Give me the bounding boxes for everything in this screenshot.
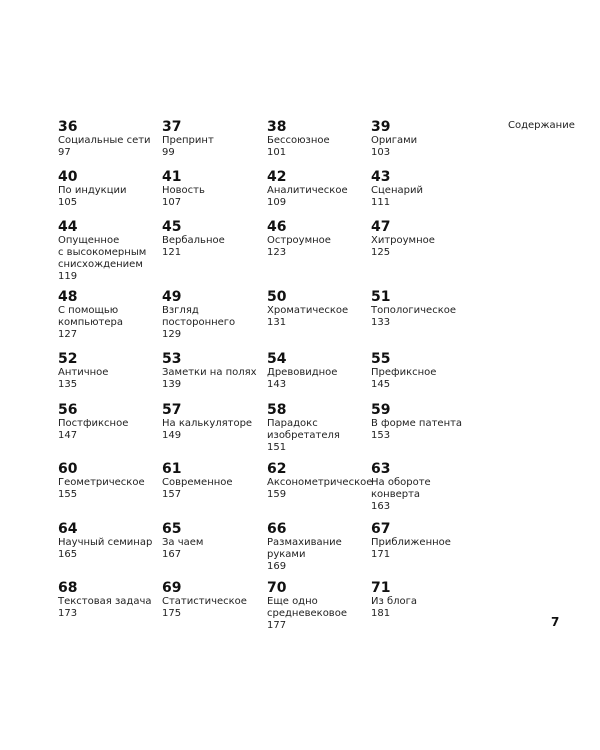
toc-entry <box>58 220 158 283</box>
toc-chapter-number: 46 <box>267 219 287 235</box>
toc-chapter-title: Социальные сети <box>58 135 151 146</box>
toc-chapter-number: 55 <box>371 351 391 367</box>
toc-entry <box>58 170 158 209</box>
toc-chapter-title: По индукции <box>58 185 127 196</box>
toc-chapter-title: Текстовая задача <box>58 596 152 607</box>
toc-entry <box>58 522 158 561</box>
toc-entry <box>58 581 158 620</box>
toc-chapter-title: В форме патента <box>371 418 463 429</box>
toc-page-number: 157 <box>162 489 182 500</box>
toc-chapter-number: 40 <box>58 169 78 185</box>
toc-chapter-title: Аксонометрическое <box>267 477 373 488</box>
toc-chapter-title: Хроматическое <box>267 305 349 316</box>
toc-chapter-title: Препринт <box>162 135 214 146</box>
toc-chapter-number: 71 <box>371 580 391 596</box>
toc-chapter-number: 61 <box>162 461 182 477</box>
toc-entry <box>162 290 262 341</box>
toc-page-number: 171 <box>371 549 391 560</box>
toc-chapter-number: 64 <box>58 521 78 537</box>
toc-chapter-title: Приближенное <box>371 537 451 548</box>
toc-entry <box>162 220 262 259</box>
toc-chapter-number: 41 <box>162 169 182 185</box>
toc-entry <box>58 120 158 159</box>
toc-page-number: 123 <box>267 247 287 258</box>
toc-chapter-number: 62 <box>267 461 287 477</box>
toc-chapter-title: Остроумное <box>267 235 331 246</box>
toc-chapter-title: Сценарий <box>371 185 423 196</box>
toc-page-number: 103 <box>371 147 391 158</box>
toc-chapter-number: 48 <box>58 289 78 305</box>
toc-page-number: 109 <box>267 197 287 208</box>
toc-entry <box>162 403 262 442</box>
toc-entry <box>267 120 367 159</box>
toc-chapter-number: 58 <box>267 402 287 418</box>
toc-chapter-number: 59 <box>371 402 391 418</box>
toc-entry <box>371 290 471 329</box>
toc-entry <box>162 462 262 501</box>
toc-entry <box>162 581 262 620</box>
toc-entry <box>267 290 367 329</box>
toc-page-number: 129 <box>162 329 182 340</box>
toc-chapter-title: Аналитическое <box>267 185 348 196</box>
toc-chapter-title: Статистическое <box>162 596 247 607</box>
toc-entry <box>267 522 367 573</box>
toc-chapter-title: Размахивание руками <box>267 537 342 560</box>
toc-chapter-number: 63 <box>371 461 391 477</box>
table-of-contents <box>58 120 478 640</box>
page-number: 7 <box>551 615 560 629</box>
toc-chapter-number: 52 <box>58 351 78 367</box>
toc-entry <box>371 220 471 259</box>
toc-page-number: 133 <box>371 317 391 328</box>
toc-page-number: 125 <box>371 247 391 258</box>
toc-entry <box>371 352 471 391</box>
toc-page-number: 169 <box>267 561 287 572</box>
toc-chapter-title: Научный семинар <box>58 537 153 548</box>
toc-chapter-number: 67 <box>371 521 391 537</box>
toc-chapter-number: 49 <box>162 289 182 305</box>
toc-page-number: 155 <box>58 489 78 500</box>
toc-chapter-number: 68 <box>58 580 78 596</box>
toc-entry <box>267 220 367 259</box>
toc-page-number: 105 <box>58 197 78 208</box>
toc-page-number: 181 <box>371 608 391 619</box>
toc-page-number: 177 <box>267 620 287 631</box>
toc-entry <box>371 581 471 620</box>
toc-entry <box>371 462 471 513</box>
toc-chapter-title: Оригами <box>371 135 418 146</box>
toc-chapter-title: Топологическое <box>371 305 457 316</box>
toc-chapter-number: 39 <box>371 119 391 135</box>
toc-entry <box>162 170 262 209</box>
toc-entry <box>267 170 367 209</box>
toc-chapter-number: 65 <box>162 521 182 537</box>
toc-page-number: 159 <box>267 489 287 500</box>
toc-page-number: 175 <box>162 608 182 619</box>
toc-entry <box>58 352 158 391</box>
toc-chapter-number: 37 <box>162 119 182 135</box>
toc-chapter-title: За чаем <box>162 537 204 548</box>
toc-chapter-number: 70 <box>267 580 287 596</box>
toc-chapter-number: 42 <box>267 169 287 185</box>
toc-chapter-title: На обороте конверта <box>371 477 431 500</box>
toc-page-number: 153 <box>371 430 391 441</box>
toc-page-number: 149 <box>162 430 182 441</box>
toc-chapter-number: 53 <box>162 351 182 367</box>
toc-page-number: 131 <box>267 317 287 328</box>
toc-entry <box>267 581 367 632</box>
toc-chapter-number: 54 <box>267 351 287 367</box>
toc-entry <box>58 403 158 442</box>
toc-page-number: 147 <box>58 430 78 441</box>
toc-chapter-title: Заметки на полях <box>162 367 257 378</box>
toc-page-number: 101 <box>267 147 287 158</box>
toc-entry <box>58 290 158 341</box>
toc-page-number: 97 <box>58 147 71 158</box>
toc-page-number: 135 <box>58 379 78 390</box>
toc-chapter-title: Постфиксное <box>58 418 129 429</box>
toc-chapter-title: Парадокс изобретателя <box>267 418 340 441</box>
toc-chapter-title: Новость <box>162 185 205 196</box>
toc-chapter-title: Древовидное <box>267 367 338 378</box>
toc-chapter-title: Геометрическое <box>58 477 145 488</box>
toc-page-number: 111 <box>371 197 391 208</box>
toc-chapter-number: 56 <box>58 402 78 418</box>
toc-chapter-title: Вербальное <box>162 235 225 246</box>
toc-chapter-number: 51 <box>371 289 391 305</box>
toc-chapter-title: На калькуляторе <box>162 418 253 429</box>
toc-page-number: 163 <box>371 501 391 512</box>
toc-page-number: 107 <box>162 197 182 208</box>
toc-page-number: 99 <box>162 147 175 158</box>
toc-chapter-number: 43 <box>371 169 391 185</box>
toc-chapter-number: 44 <box>58 219 78 235</box>
toc-chapter-title: Античное <box>58 367 109 378</box>
toc-page-number: 167 <box>162 549 182 560</box>
toc-chapter-number: 38 <box>267 119 287 135</box>
toc-chapter-number: 57 <box>162 402 182 418</box>
toc-chapter-number: 69 <box>162 580 182 596</box>
toc-page-number: 165 <box>58 549 78 560</box>
toc-entry <box>162 352 262 391</box>
toc-page-number: 121 <box>162 247 182 258</box>
toc-entry <box>267 461 373 501</box>
toc-page-number: 151 <box>267 442 287 453</box>
toc-chapter-title: Опущенное с высокомерным снисхождением <box>58 235 147 270</box>
toc-page-number: 119 <box>58 271 78 282</box>
toc-page-number: 173 <box>58 608 78 619</box>
toc-page-number: 127 <box>58 329 78 340</box>
toc-entry <box>267 403 367 454</box>
toc-entry <box>371 522 471 561</box>
toc-chapter-title: Из блога <box>371 596 418 607</box>
toc-chapter-title: Префиксное <box>371 367 437 378</box>
toc-chapter-title: Бессоюзное <box>267 135 330 146</box>
toc-chapter-title: Современное <box>162 477 233 488</box>
toc-chapter-number: 50 <box>267 289 287 305</box>
toc-chapter-number: 47 <box>371 219 391 235</box>
toc-page-number: 139 <box>162 379 182 390</box>
toc-entry <box>267 352 367 391</box>
toc-page-number: 145 <box>371 379 391 390</box>
toc-page-number: 143 <box>267 379 287 390</box>
toc-chapter-title: С помощью компьютера <box>58 305 124 328</box>
toc-entry <box>58 462 158 501</box>
toc-chapter-number: 66 <box>267 521 287 537</box>
toc-entry <box>162 522 262 561</box>
toc-entry <box>371 120 471 159</box>
toc-entry <box>371 403 471 442</box>
toc-chapter-number: 45 <box>162 219 182 235</box>
section-title: Содержание <box>508 120 575 131</box>
toc-chapter-number: 36 <box>58 119 78 135</box>
toc-entry <box>371 170 471 209</box>
toc-entry <box>162 120 262 159</box>
toc-chapter-title: Хитроумное <box>371 235 435 246</box>
toc-chapter-number: 60 <box>58 461 78 477</box>
toc-chapter-title: Еще одно средневековое <box>267 596 347 619</box>
toc-chapter-title: Взгляд постороннего <box>162 305 236 328</box>
